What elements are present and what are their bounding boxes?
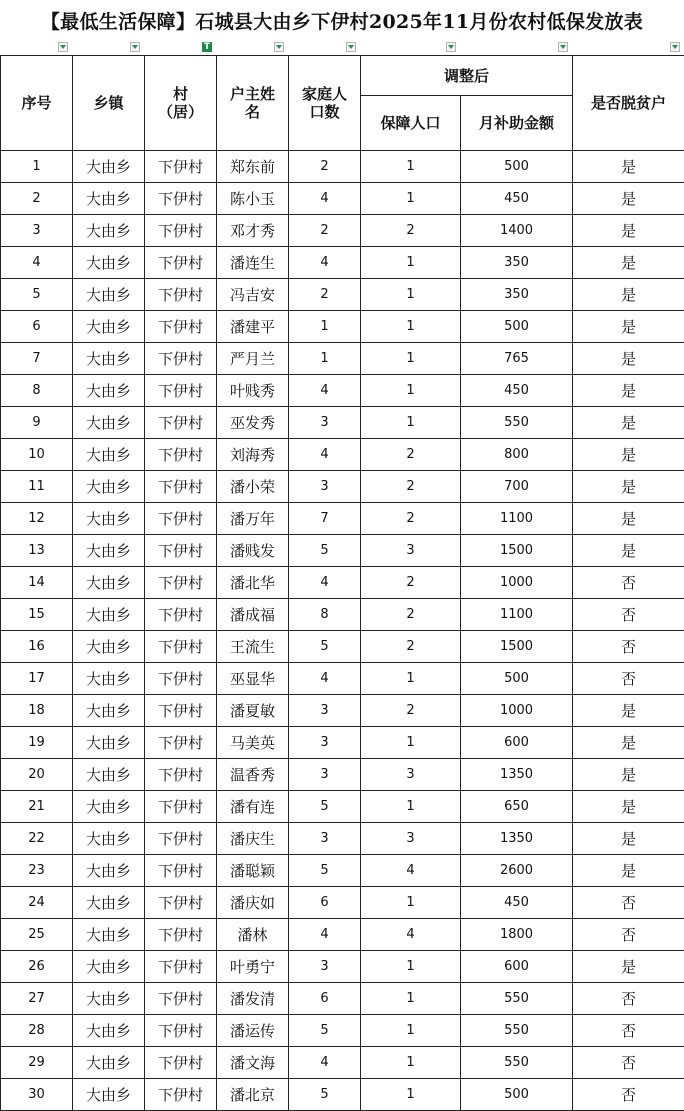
cell-seq[interactable]: 18: [1, 695, 73, 727]
cell-insured-people[interactable]: 1: [361, 311, 461, 343]
cell-monthly-subsidy[interactable]: 500: [461, 311, 573, 343]
cell-village[interactable]: 下伊村: [145, 1015, 217, 1047]
cell-seq[interactable]: 2: [1, 183, 73, 215]
cell-family-size[interactable]: 4: [289, 247, 361, 279]
cell-village[interactable]: 下伊村: [145, 919, 217, 951]
cell-monthly-subsidy[interactable]: 450: [461, 183, 573, 215]
cell-seq[interactable]: 17: [1, 663, 73, 695]
cell-monthly-subsidy[interactable]: 1350: [461, 823, 573, 855]
table-row[interactable]: [1, 823, 684, 855]
active-filter-icon[interactable]: [202, 42, 212, 52]
filter-dropdown-icon[interactable]: [558, 42, 568, 52]
cell-family-size[interactable]: 2: [289, 215, 361, 247]
cell-seq[interactable]: 14: [1, 567, 73, 599]
cell-town[interactable]: 大由乡: [73, 407, 145, 439]
cell-householder[interactable]: 潘连生: [217, 247, 289, 279]
header-insured-people[interactable]: 保障人口: [361, 96, 461, 151]
cell-monthly-subsidy[interactable]: 2600: [461, 855, 573, 887]
cell-family-size[interactable]: 3: [289, 407, 361, 439]
filter-bar: [0, 41, 684, 55]
cell-village[interactable]: 下伊村: [145, 1047, 217, 1079]
cell-seq[interactable]: 7: [1, 343, 73, 375]
cell-monthly-subsidy[interactable]: 1000: [461, 695, 573, 727]
cell-town[interactable]: 大由乡: [73, 791, 145, 823]
cell-insured-people[interactable]: 2: [361, 439, 461, 471]
cell-town[interactable]: 大由乡: [73, 247, 145, 279]
cell-poverty-status[interactable]: 是: [573, 471, 684, 503]
cell-family-size[interactable]: 6: [289, 887, 361, 919]
cell-seq[interactable]: 15: [1, 599, 73, 631]
cell-householder[interactable]: 王流生: [217, 631, 289, 663]
cell-householder[interactable]: 冯吉安: [217, 279, 289, 311]
cell-town[interactable]: 大由乡: [73, 311, 145, 343]
cell-monthly-subsidy[interactable]: 550: [461, 983, 573, 1015]
cell-family-size[interactable]: 4: [289, 439, 361, 471]
cell-seq[interactable]: 27: [1, 983, 73, 1015]
cell-seq[interactable]: 19: [1, 727, 73, 759]
cell-insured-people[interactable]: 1: [361, 1015, 461, 1047]
cell-village[interactable]: 下伊村: [145, 151, 217, 183]
cell-insured-people[interactable]: 3: [361, 535, 461, 567]
cell-monthly-subsidy[interactable]: 1100: [461, 599, 573, 631]
cell-insured-people[interactable]: 1: [361, 407, 461, 439]
table-row[interactable]: [1, 631, 684, 663]
cell-seq[interactable]: 10: [1, 439, 73, 471]
table-row[interactable]: [1, 599, 684, 631]
cell-poverty-status[interactable]: 是: [573, 247, 684, 279]
cell-family-size[interactable]: 3: [289, 471, 361, 503]
cell-insured-people[interactable]: 2: [361, 471, 461, 503]
cell-householder[interactable]: 潘成福: [217, 599, 289, 631]
cell-seq[interactable]: 29: [1, 1047, 73, 1079]
cell-seq[interactable]: 25: [1, 919, 73, 951]
table-row[interactable]: [1, 759, 684, 791]
cell-family-size[interactable]: 1: [289, 343, 361, 375]
cell-insured-people[interactable]: 1: [361, 1047, 461, 1079]
cell-town[interactable]: 大由乡: [73, 1079, 145, 1111]
header-seq[interactable]: 序号: [1, 56, 73, 151]
cell-householder[interactable]: 郑东前: [217, 151, 289, 183]
cell-town[interactable]: 大由乡: [73, 151, 145, 183]
cell-householder[interactable]: 巫发秀: [217, 407, 289, 439]
cell-monthly-subsidy[interactable]: 550: [461, 1015, 573, 1047]
cell-householder[interactable]: 潘文海: [217, 1047, 289, 1079]
cell-family-size[interactable]: 5: [289, 855, 361, 887]
cell-town[interactable]: 大由乡: [73, 439, 145, 471]
table-row[interactable]: [1, 471, 684, 503]
cell-town[interactable]: 大由乡: [73, 1047, 145, 1079]
cell-householder[interactable]: 潘庆如: [217, 887, 289, 919]
cell-town[interactable]: 大由乡: [73, 759, 145, 791]
cell-householder[interactable]: 潘夏敏: [217, 695, 289, 727]
cell-village[interactable]: 下伊村: [145, 663, 217, 695]
table-row[interactable]: [1, 1079, 684, 1111]
table-row[interactable]: [1, 727, 684, 759]
cell-poverty-status[interactable]: 否: [573, 983, 684, 1015]
cell-village[interactable]: 下伊村: [145, 215, 217, 247]
cell-insured-people[interactable]: 1: [361, 791, 461, 823]
cell-town[interactable]: 大由乡: [73, 919, 145, 951]
cell-insured-people[interactable]: 1: [361, 1079, 461, 1111]
cell-village[interactable]: 下伊村: [145, 887, 217, 919]
cell-seq[interactable]: 26: [1, 951, 73, 983]
table-row[interactable]: [1, 311, 684, 343]
cell-householder[interactable]: 马美英: [217, 727, 289, 759]
table-row[interactable]: [1, 183, 684, 215]
cell-poverty-status[interactable]: 是: [573, 407, 684, 439]
cell-monthly-subsidy[interactable]: 600: [461, 727, 573, 759]
cell-village[interactable]: 下伊村: [145, 247, 217, 279]
cell-insured-people[interactable]: 1: [361, 887, 461, 919]
cell-monthly-subsidy[interactable]: 765: [461, 343, 573, 375]
cell-insured-people[interactable]: 1: [361, 183, 461, 215]
cell-monthly-subsidy[interactable]: 1500: [461, 535, 573, 567]
cell-family-size[interactable]: 7: [289, 503, 361, 535]
cell-seq[interactable]: 20: [1, 759, 73, 791]
cell-village[interactable]: 下伊村: [145, 599, 217, 631]
cell-family-size[interactable]: 3: [289, 951, 361, 983]
cell-monthly-subsidy[interactable]: 1500: [461, 631, 573, 663]
cell-town[interactable]: 大由乡: [73, 599, 145, 631]
cell-seq[interactable]: 8: [1, 375, 73, 407]
cell-poverty-status[interactable]: 是: [573, 695, 684, 727]
cell-family-size[interactable]: 4: [289, 1047, 361, 1079]
cell-town[interactable]: 大由乡: [73, 183, 145, 215]
cell-householder[interactable]: 刘海秀: [217, 439, 289, 471]
cell-town[interactable]: 大由乡: [73, 727, 145, 759]
cell-insured-people[interactable]: 1: [361, 663, 461, 695]
cell-family-size[interactable]: 2: [289, 151, 361, 183]
cell-town[interactable]: 大由乡: [73, 631, 145, 663]
cell-poverty-status[interactable]: 否: [573, 567, 684, 599]
cell-village[interactable]: 下伊村: [145, 1079, 217, 1111]
cell-village[interactable]: 下伊村: [145, 951, 217, 983]
table-row[interactable]: [1, 855, 684, 887]
cell-village[interactable]: 下伊村: [145, 279, 217, 311]
cell-family-size[interactable]: 4: [289, 567, 361, 599]
cell-village[interactable]: 下伊村: [145, 183, 217, 215]
cell-poverty-status[interactable]: 否: [573, 887, 684, 919]
table-row[interactable]: [1, 503, 684, 535]
cell-town[interactable]: 大由乡: [73, 375, 145, 407]
cell-monthly-subsidy[interactable]: 1350: [461, 759, 573, 791]
cell-village[interactable]: 下伊村: [145, 695, 217, 727]
cell-poverty-status[interactable]: 是: [573, 759, 684, 791]
cell-town[interactable]: 大由乡: [73, 823, 145, 855]
cell-village[interactable]: 下伊村: [145, 855, 217, 887]
cell-monthly-subsidy[interactable]: 500: [461, 663, 573, 695]
cell-poverty-status[interactable]: 否: [573, 919, 684, 951]
cell-village[interactable]: 下伊村: [145, 503, 217, 535]
table-row[interactable]: [1, 215, 684, 247]
cell-seq[interactable]: 9: [1, 407, 73, 439]
cell-insured-people[interactable]: 3: [361, 759, 461, 791]
table-body: [1, 151, 684, 1111]
cell-insured-people[interactable]: 2: [361, 567, 461, 599]
cell-householder[interactable]: 潘聪颖: [217, 855, 289, 887]
filter-dropdown-icon[interactable]: [670, 42, 680, 52]
cell-householder[interactable]: 潘建平: [217, 311, 289, 343]
table-row[interactable]: [1, 535, 684, 567]
cell-poverty-status[interactable]: 是: [573, 215, 684, 247]
cell-householder[interactable]: 温香秀: [217, 759, 289, 791]
table-row[interactable]: [1, 279, 684, 311]
cell-village[interactable]: 下伊村: [145, 407, 217, 439]
cell-town[interactable]: 大由乡: [73, 215, 145, 247]
cell-monthly-subsidy[interactable]: 1000: [461, 567, 573, 599]
cell-village[interactable]: 下伊村: [145, 759, 217, 791]
cell-town[interactable]: 大由乡: [73, 983, 145, 1015]
table-row[interactable]: [1, 791, 684, 823]
cell-poverty-status[interactable]: 否: [573, 1047, 684, 1079]
cell-family-size[interactable]: 5: [289, 791, 361, 823]
cell-monthly-subsidy[interactable]: 700: [461, 471, 573, 503]
cell-seq[interactable]: 24: [1, 887, 73, 919]
cell-insured-people[interactable]: 2: [361, 695, 461, 727]
table-row[interactable]: [1, 919, 684, 951]
cell-monthly-subsidy[interactable]: 550: [461, 407, 573, 439]
cell-town[interactable]: 大由乡: [73, 1015, 145, 1047]
header-householder[interactable]: 户主姓 名: [217, 56, 289, 151]
sheet-title: 【最低生活保障】石城县大由乡下伊村2025年11月份农村低保发放表: [40, 11, 644, 33]
cell-family-size[interactable]: 5: [289, 1079, 361, 1111]
cell-monthly-subsidy[interactable]: 800: [461, 439, 573, 471]
header-poverty-status[interactable]: 是否脱贫户: [573, 56, 684, 151]
cell-family-size[interactable]: 4: [289, 919, 361, 951]
table-row[interactable]: [1, 983, 684, 1015]
cell-family-size[interactable]: 5: [289, 535, 361, 567]
cell-householder[interactable]: 潘运传: [217, 1015, 289, 1047]
cell-family-size[interactable]: 3: [289, 695, 361, 727]
header-town[interactable]: 乡镇: [73, 56, 145, 151]
cell-family-size[interactable]: 8: [289, 599, 361, 631]
cell-poverty-status[interactable]: 是: [573, 279, 684, 311]
cell-village[interactable]: 下伊村: [145, 471, 217, 503]
filter-dropdown-icon[interactable]: [130, 42, 140, 52]
cell-householder[interactable]: 陈小玉: [217, 183, 289, 215]
cell-householder[interactable]: 潘林: [217, 919, 289, 951]
cell-village[interactable]: 下伊村: [145, 439, 217, 471]
cell-family-size[interactable]: 5: [289, 631, 361, 663]
cell-householder[interactable]: 潘庆生: [217, 823, 289, 855]
cell-insured-people[interactable]: 1: [361, 375, 461, 407]
cell-insured-people[interactable]: 1: [361, 727, 461, 759]
cell-insured-people[interactable]: 1: [361, 247, 461, 279]
table-row[interactable]: [1, 695, 684, 727]
cell-householder[interactable]: 叶贱秀: [217, 375, 289, 407]
subsidy-table: [0, 55, 684, 1111]
cell-seq[interactable]: 21: [1, 791, 73, 823]
cell-insured-people[interactable]: 2: [361, 631, 461, 663]
cell-poverty-status[interactable]: 是: [573, 375, 684, 407]
cell-seq[interactable]: 4: [1, 247, 73, 279]
cell-householder[interactable]: 巫显华: [217, 663, 289, 695]
cell-poverty-status[interactable]: 是: [573, 503, 684, 535]
cell-family-size[interactable]: 2: [289, 279, 361, 311]
cell-village[interactable]: 下伊村: [145, 631, 217, 663]
cell-poverty-status[interactable]: 否: [573, 631, 684, 663]
cell-town[interactable]: 大由乡: [73, 695, 145, 727]
cell-insured-people[interactable]: 1: [361, 951, 461, 983]
cell-seq[interactable]: 1: [1, 151, 73, 183]
cell-village[interactable]: 下伊村: [145, 343, 217, 375]
cell-town[interactable]: 大由乡: [73, 503, 145, 535]
cell-householder[interactable]: 潘发清: [217, 983, 289, 1015]
cell-householder[interactable]: 潘北京: [217, 1079, 289, 1111]
cell-poverty-status[interactable]: 否: [573, 663, 684, 695]
cell-family-size[interactable]: 5: [289, 1015, 361, 1047]
cell-monthly-subsidy[interactable]: 500: [461, 151, 573, 183]
cell-family-size[interactable]: 3: [289, 823, 361, 855]
filter-dropdown-icon[interactable]: [58, 42, 68, 52]
cell-monthly-subsidy[interactable]: 1100: [461, 503, 573, 535]
cell-seq[interactable]: 16: [1, 631, 73, 663]
cell-householder[interactable]: 潘北华: [217, 567, 289, 599]
cell-family-size[interactable]: 6: [289, 983, 361, 1015]
cell-poverty-status[interactable]: 是: [573, 311, 684, 343]
cell-insured-people[interactable]: 1: [361, 151, 461, 183]
cell-village[interactable]: 下伊村: [145, 535, 217, 567]
table-row[interactable]: [1, 407, 684, 439]
cell-poverty-status[interactable]: 是: [573, 823, 684, 855]
cell-monthly-subsidy[interactable]: 450: [461, 375, 573, 407]
table-row[interactable]: [1, 151, 684, 183]
cell-poverty-status[interactable]: 是: [573, 791, 684, 823]
cell-monthly-subsidy[interactable]: 550: [461, 1047, 573, 1079]
cell-town[interactable]: 大由乡: [73, 471, 145, 503]
cell-village[interactable]: 下伊村: [145, 983, 217, 1015]
cell-householder[interactable]: 邓才秀: [217, 215, 289, 247]
cell-village[interactable]: 下伊村: [145, 311, 217, 343]
cell-family-size[interactable]: 3: [289, 727, 361, 759]
cell-village[interactable]: 下伊村: [145, 791, 217, 823]
cell-family-size[interactable]: 3: [289, 759, 361, 791]
cell-town[interactable]: 大由乡: [73, 855, 145, 887]
cell-monthly-subsidy[interactable]: 650: [461, 791, 573, 823]
table-row[interactable]: [1, 247, 684, 279]
cell-seq[interactable]: 5: [1, 279, 73, 311]
cell-town[interactable]: 大由乡: [73, 663, 145, 695]
cell-householder[interactable]: 潘贱发: [217, 535, 289, 567]
cell-village[interactable]: 下伊村: [145, 567, 217, 599]
cell-householder[interactable]: 潘小荣: [217, 471, 289, 503]
table-row[interactable]: [1, 887, 684, 919]
cell-seq[interactable]: 6: [1, 311, 73, 343]
cell-monthly-subsidy[interactable]: 500: [461, 1079, 573, 1111]
table-row[interactable]: [1, 439, 684, 471]
cell-poverty-status[interactable]: 是: [573, 951, 684, 983]
cell-monthly-subsidy[interactable]: 1400: [461, 215, 573, 247]
cell-monthly-subsidy[interactable]: 450: [461, 887, 573, 919]
cell-insured-people[interactable]: 1: [361, 343, 461, 375]
cell-village[interactable]: 下伊村: [145, 375, 217, 407]
table-row[interactable]: [1, 951, 684, 983]
cell-insured-people[interactable]: 3: [361, 823, 461, 855]
cell-seq[interactable]: 28: [1, 1015, 73, 1047]
cell-insured-people[interactable]: 1: [361, 983, 461, 1015]
cell-monthly-subsidy[interactable]: 350: [461, 247, 573, 279]
table-row[interactable]: [1, 1015, 684, 1047]
table-row[interactable]: [1, 375, 684, 407]
cell-insured-people[interactable]: 4: [361, 919, 461, 951]
cell-poverty-status[interactable]: 是: [573, 855, 684, 887]
cell-poverty-status[interactable]: 否: [573, 1079, 684, 1111]
cell-family-size[interactable]: 4: [289, 375, 361, 407]
cell-seq[interactable]: 11: [1, 471, 73, 503]
cell-town[interactable]: 大由乡: [73, 279, 145, 311]
table-row[interactable]: [1, 567, 684, 599]
cell-town[interactable]: 大由乡: [73, 887, 145, 919]
cell-family-size[interactable]: 4: [289, 183, 361, 215]
header-family-size[interactable]: 家庭人 口数: [289, 56, 361, 151]
cell-poverty-status[interactable]: 是: [573, 183, 684, 215]
header-adjusted[interactable]: 调整后: [361, 56, 573, 96]
cell-poverty-status[interactable]: 否: [573, 599, 684, 631]
cell-family-size[interactable]: 4: [289, 663, 361, 695]
filter-dropdown-icon[interactable]: [346, 42, 356, 52]
cell-town[interactable]: 大由乡: [73, 343, 145, 375]
header-village[interactable]: 村 （居）: [145, 56, 217, 151]
cell-town[interactable]: 大由乡: [73, 567, 145, 599]
table-row[interactable]: [1, 343, 684, 375]
cell-poverty-status[interactable]: 是: [573, 439, 684, 471]
cell-poverty-status[interactable]: 是: [573, 727, 684, 759]
cell-insured-people[interactable]: 1: [361, 279, 461, 311]
table-row[interactable]: [1, 1047, 684, 1079]
cell-insured-people[interactable]: 2: [361, 215, 461, 247]
cell-seq[interactable]: 22: [1, 823, 73, 855]
filter-dropdown-icon[interactable]: [274, 42, 284, 52]
cell-family-size[interactable]: 1: [289, 311, 361, 343]
cell-seq[interactable]: 12: [1, 503, 73, 535]
cell-village[interactable]: 下伊村: [145, 823, 217, 855]
cell-monthly-subsidy[interactable]: 350: [461, 279, 573, 311]
cell-poverty-status[interactable]: 否: [573, 1015, 684, 1047]
cell-poverty-status[interactable]: 是: [573, 151, 684, 183]
cell-town[interactable]: 大由乡: [73, 951, 145, 983]
cell-seq[interactable]: 13: [1, 535, 73, 567]
cell-householder[interactable]: 潘万年: [217, 503, 289, 535]
cell-seq[interactable]: 30: [1, 1079, 73, 1111]
cell-householder[interactable]: 严月兰: [217, 343, 289, 375]
table-row[interactable]: [1, 663, 684, 695]
cell-seq[interactable]: 3: [1, 215, 73, 247]
header-monthly-subsidy[interactable]: 月补助金额: [461, 96, 573, 151]
cell-poverty-status[interactable]: 是: [573, 535, 684, 567]
cell-poverty-status[interactable]: 是: [573, 343, 684, 375]
cell-insured-people[interactable]: 4: [361, 855, 461, 887]
cell-householder[interactable]: 潘有连: [217, 791, 289, 823]
cell-insured-people[interactable]: 2: [361, 503, 461, 535]
cell-householder[interactable]: 叶勇宁: [217, 951, 289, 983]
cell-town[interactable]: 大由乡: [73, 535, 145, 567]
cell-village[interactable]: 下伊村: [145, 727, 217, 759]
cell-insured-people[interactable]: 2: [361, 599, 461, 631]
filter-dropdown-icon[interactable]: [446, 42, 456, 52]
cell-monthly-subsidy[interactable]: 1800: [461, 919, 573, 951]
cell-seq[interactable]: 23: [1, 855, 73, 887]
cell-monthly-subsidy[interactable]: 600: [461, 951, 573, 983]
